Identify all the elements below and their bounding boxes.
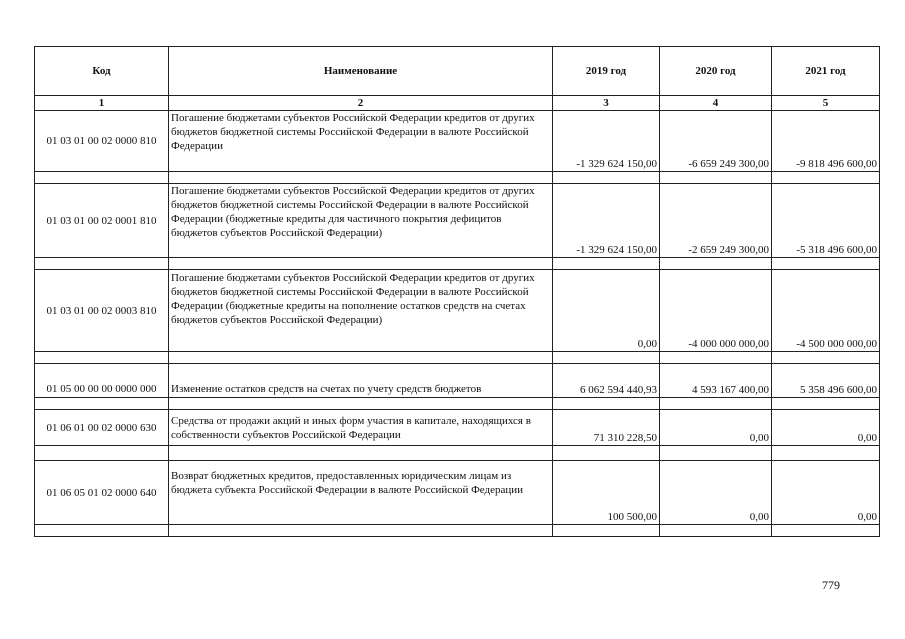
row-code: 01 03 01 00 02 0001 810 <box>35 184 169 258</box>
spacer-row <box>35 525 880 537</box>
row-code: 01 06 01 00 02 0000 630 <box>35 410 169 446</box>
row-value-2020: -4 000 000 000,00 <box>660 270 772 352</box>
row-value-2021: 5 358 496 600,00 <box>772 364 880 398</box>
column-number-row <box>35 96 880 111</box>
row-value-2021: 0,00 <box>772 410 880 446</box>
table-row <box>35 410 880 446</box>
column-number-3: 3 <box>553 96 660 111</box>
row-name: Погашение бюджетами субъектов Российской Федерации кредитов от других бюджетов бюджетной системы Российской Федерации в валюте Российской Федерации (бюджетные кредиты на пополнение остатков средств на счетах бюджетов субъектов Российской Федерации) <box>169 270 553 352</box>
column-number-1: 1 <box>35 96 169 111</box>
row-value-2019: 100 500,00 <box>553 461 660 525</box>
row-value-2021: 0,00 <box>772 461 880 525</box>
row-code: 01 03 01 00 02 0000 810 <box>35 111 169 172</box>
column-number-2: 2 <box>169 96 553 111</box>
header-code: Код <box>35 47 169 96</box>
row-value-2020: -2 659 249 300,00 <box>660 184 772 258</box>
budget-table <box>34 46 880 537</box>
table-row <box>35 184 880 258</box>
row-name: Изменение остатков средств на счетах по учету средств бюджетов <box>169 364 553 398</box>
row-value-2019: 6 062 594 440,93 <box>553 364 660 398</box>
table-row <box>35 364 880 398</box>
table-row <box>35 461 880 525</box>
header-row <box>35 47 880 96</box>
row-value-2021: -4 500 000 000,00 <box>772 270 880 352</box>
row-value-2019: -1 329 624 150,00 <box>553 111 660 172</box>
row-name: Погашение бюджетами субъектов Российской Федерации кредитов от других бюджетов бюджетной системы Российской Федерации в валюте Российской Федерации <box>169 111 553 172</box>
spacer-row <box>35 258 880 270</box>
table-row <box>35 270 880 352</box>
spacer-row <box>35 352 880 364</box>
page-number: 779 <box>822 578 840 592</box>
header-2019: 2019 год <box>553 47 660 96</box>
spacer-row <box>35 398 880 410</box>
row-value-2021: -9 818 496 600,00 <box>772 111 880 172</box>
row-code: 01 03 01 00 02 0003 810 <box>35 270 169 352</box>
row-code: 01 06 05 01 02 0000 640 <box>35 461 169 525</box>
row-code: 01 05 00 00 00 0000 000 <box>35 364 169 398</box>
table-row <box>35 111 880 172</box>
row-value-2021: -5 318 496 600,00 <box>772 184 880 258</box>
spacer-row <box>35 172 880 184</box>
row-name: Возврат бюджетных кредитов, предоставленных юридическим лицам из бюджета субъекта Российской Федерации в валюте Российской Федерации <box>169 461 553 525</box>
row-name: Погашение бюджетами субъектов Российской Федерации кредитов от других бюджетов бюджетной системы Российской Федерации в валюте Российской Федерации (бюджетные кредиты для частичного покрытия дефицитов бюджетов субъектов Российской Федерации) <box>169 184 553 258</box>
row-name: Средства от продажи акций и иных форм участия в капитале, находящихся в собственности субъектов Российской Федерации <box>169 410 553 446</box>
row-value-2019: 71 310 228,50 <box>553 410 660 446</box>
header-name: Наименование <box>169 47 553 96</box>
row-value-2019: 0,00 <box>553 270 660 352</box>
row-value-2019: -1 329 624 150,00 <box>553 184 660 258</box>
column-number-5: 5 <box>772 96 880 111</box>
row-value-2020: 4 593 167 400,00 <box>660 364 772 398</box>
header-2020: 2020 год <box>660 47 772 96</box>
column-number-4: 4 <box>660 96 772 111</box>
row-value-2020: -6 659 249 300,00 <box>660 111 772 172</box>
spacer-row <box>35 446 880 461</box>
row-value-2020: 0,00 <box>660 410 772 446</box>
header-2021: 2021 год <box>772 47 880 96</box>
row-value-2020: 0,00 <box>660 461 772 525</box>
